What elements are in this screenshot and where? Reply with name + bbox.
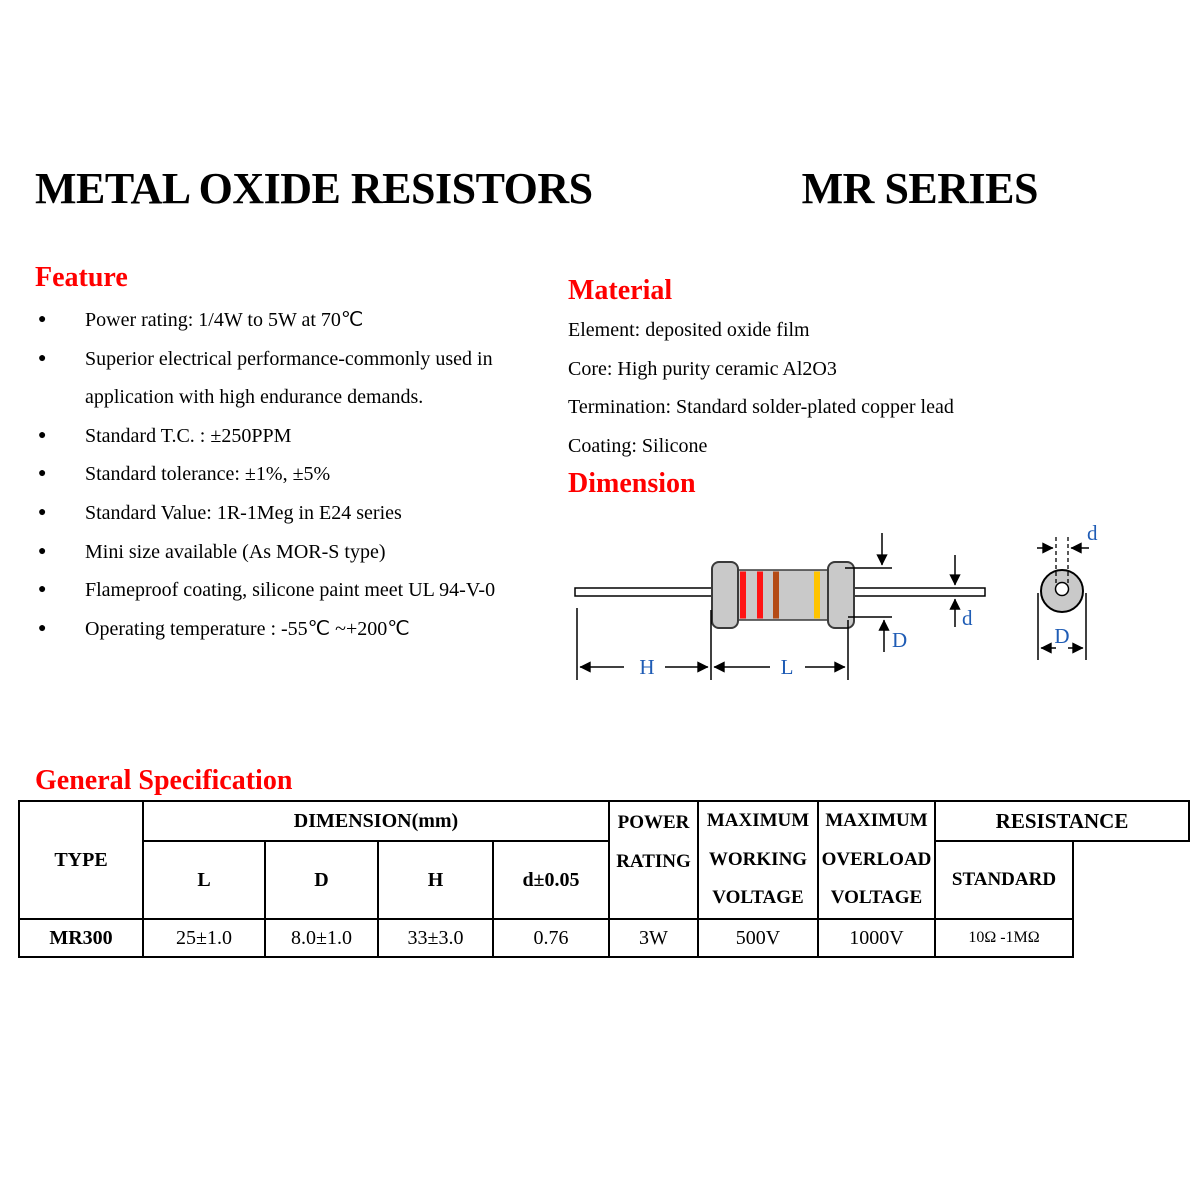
feature-item bbox=[35, 417, 495, 456]
feature-item bbox=[35, 494, 495, 533]
lead-wire-left bbox=[575, 588, 715, 596]
material-list bbox=[568, 311, 954, 465]
header-maximum-line: MAXIMUM bbox=[825, 810, 928, 832]
dim-label-lead-diameter: d bbox=[962, 606, 973, 630]
spacer-cell bbox=[1073, 919, 1189, 957]
header-dimension-mm: DIMENSION(mm) bbox=[143, 801, 609, 841]
end-view-lead-hole bbox=[1056, 583, 1069, 596]
header-standard: STANDARD bbox=[935, 841, 1073, 919]
feature-item bbox=[35, 571, 495, 610]
header-max-overload-voltage bbox=[818, 801, 935, 919]
material-line: Core: High purity ceramic Al2O3 bbox=[568, 357, 837, 380]
color-band-3 bbox=[773, 572, 779, 619]
cell-d-tolerance: 0.76 bbox=[493, 919, 609, 957]
color-band-2 bbox=[757, 572, 763, 619]
lead-wire-right bbox=[852, 588, 985, 596]
bullet-icon: ● bbox=[38, 582, 47, 598]
resistor-end-cap-right bbox=[828, 562, 854, 628]
bullet-icon: ● bbox=[38, 620, 47, 636]
general-specification-heading: General Specification bbox=[35, 765, 293, 796]
cell-d: 8.0±1.0 bbox=[265, 919, 378, 957]
header-power-line: POWER bbox=[617, 812, 690, 833]
header-type: TYPE bbox=[19, 801, 143, 919]
header-power-rating bbox=[609, 801, 698, 919]
material-heading: Material bbox=[568, 275, 673, 306]
header-working-line: WORKING bbox=[708, 848, 808, 870]
material-line: Coating: Silicone bbox=[568, 434, 708, 457]
spacer-cell bbox=[1073, 841, 1189, 919]
header-H: H bbox=[378, 841, 493, 919]
title-series: MR SERIES bbox=[801, 164, 1038, 213]
cell-type: MR300 bbox=[19, 919, 143, 957]
feature-text: Mini size available (As MOR-S type) bbox=[85, 540, 386, 563]
page-title bbox=[35, 163, 1038, 214]
material-line: Element: deposited oxide film bbox=[568, 319, 810, 341]
header-voltage-line: VOLTAGE bbox=[712, 887, 804, 909]
cell-l: 25±1.0 bbox=[143, 919, 265, 957]
dim-label-body-diameter: D bbox=[892, 628, 908, 652]
cell-power-rating: 3W bbox=[609, 919, 698, 957]
resistor-end-cap-left bbox=[712, 562, 738, 628]
bullet-icon: ● bbox=[38, 350, 47, 366]
bullet-icon: ● bbox=[38, 543, 47, 559]
material-line: Termination: Standard solder-plated copper lead bbox=[568, 396, 954, 419]
resistor-dimension-diagram bbox=[560, 515, 1200, 693]
feature-item bbox=[35, 455, 495, 494]
header-resistance: RESISTANCE bbox=[935, 801, 1189, 841]
feature-heading: Feature bbox=[35, 262, 128, 293]
table-row bbox=[19, 919, 1189, 957]
bullet-icon: ● bbox=[38, 312, 47, 327]
end-view-label-body-diameter: D bbox=[1054, 624, 1070, 648]
color-band-4 bbox=[814, 572, 820, 619]
feature-item bbox=[35, 340, 495, 417]
feature-text: Superior electrical performance-commonly used in bbox=[85, 347, 493, 370]
feature-text: Power rating: 1/4W to 5W at 70℃ bbox=[85, 309, 364, 331]
feature-text: Standard T.C. : ±250PPM bbox=[85, 424, 292, 447]
color-band-1 bbox=[740, 572, 746, 619]
cell-max-working-voltage: 500V bbox=[698, 919, 818, 957]
header-voltage-line: VOLTAGE bbox=[830, 887, 923, 909]
title-product: METAL OXIDE RESISTORS bbox=[35, 164, 593, 213]
bullet-icon: ● bbox=[38, 427, 47, 443]
cell-max-overload-voltage: 1000V bbox=[818, 919, 935, 957]
feature-item bbox=[35, 301, 495, 340]
bullet-icon: ● bbox=[38, 504, 47, 520]
end-view-label-lead-diameter: d bbox=[1087, 521, 1098, 545]
feature-text: Standard Value: 1R-1Meg in E24 series bbox=[85, 501, 402, 524]
feature-text: Operating temperature : -55℃ ~+200℃ bbox=[85, 617, 410, 640]
header-overload-line: OVERLOAD bbox=[821, 848, 932, 870]
header-D: D bbox=[265, 841, 378, 919]
general-specification-table bbox=[18, 800, 1190, 958]
feature-item bbox=[35, 610, 495, 649]
feature-text: Standard tolerance: ±1%, ±5% bbox=[85, 463, 331, 486]
dimension-heading: Dimension bbox=[568, 468, 696, 499]
feature-text: Flameproof coating, silicone paint meet UL 94-V-0 bbox=[85, 579, 496, 602]
cell-h: 33±3.0 bbox=[378, 919, 493, 957]
header-d-tolerance: d±0.05 bbox=[493, 841, 609, 919]
header-maximum-line: MAXIMUM bbox=[706, 810, 810, 832]
header-rating-line: RATING bbox=[616, 850, 691, 872]
dim-label-lead-length: H bbox=[639, 655, 655, 679]
cell-resistance-standard: 10Ω -1MΩ bbox=[935, 919, 1073, 957]
feature-text: application with high endurance demands. bbox=[85, 386, 424, 409]
feature-list bbox=[35, 301, 495, 648]
feature-item bbox=[35, 533, 495, 572]
dim-label-body-length: L bbox=[780, 655, 794, 679]
header-L: L bbox=[143, 841, 265, 919]
bullet-icon: ● bbox=[38, 466, 47, 482]
header-max-working-voltage bbox=[698, 801, 818, 919]
